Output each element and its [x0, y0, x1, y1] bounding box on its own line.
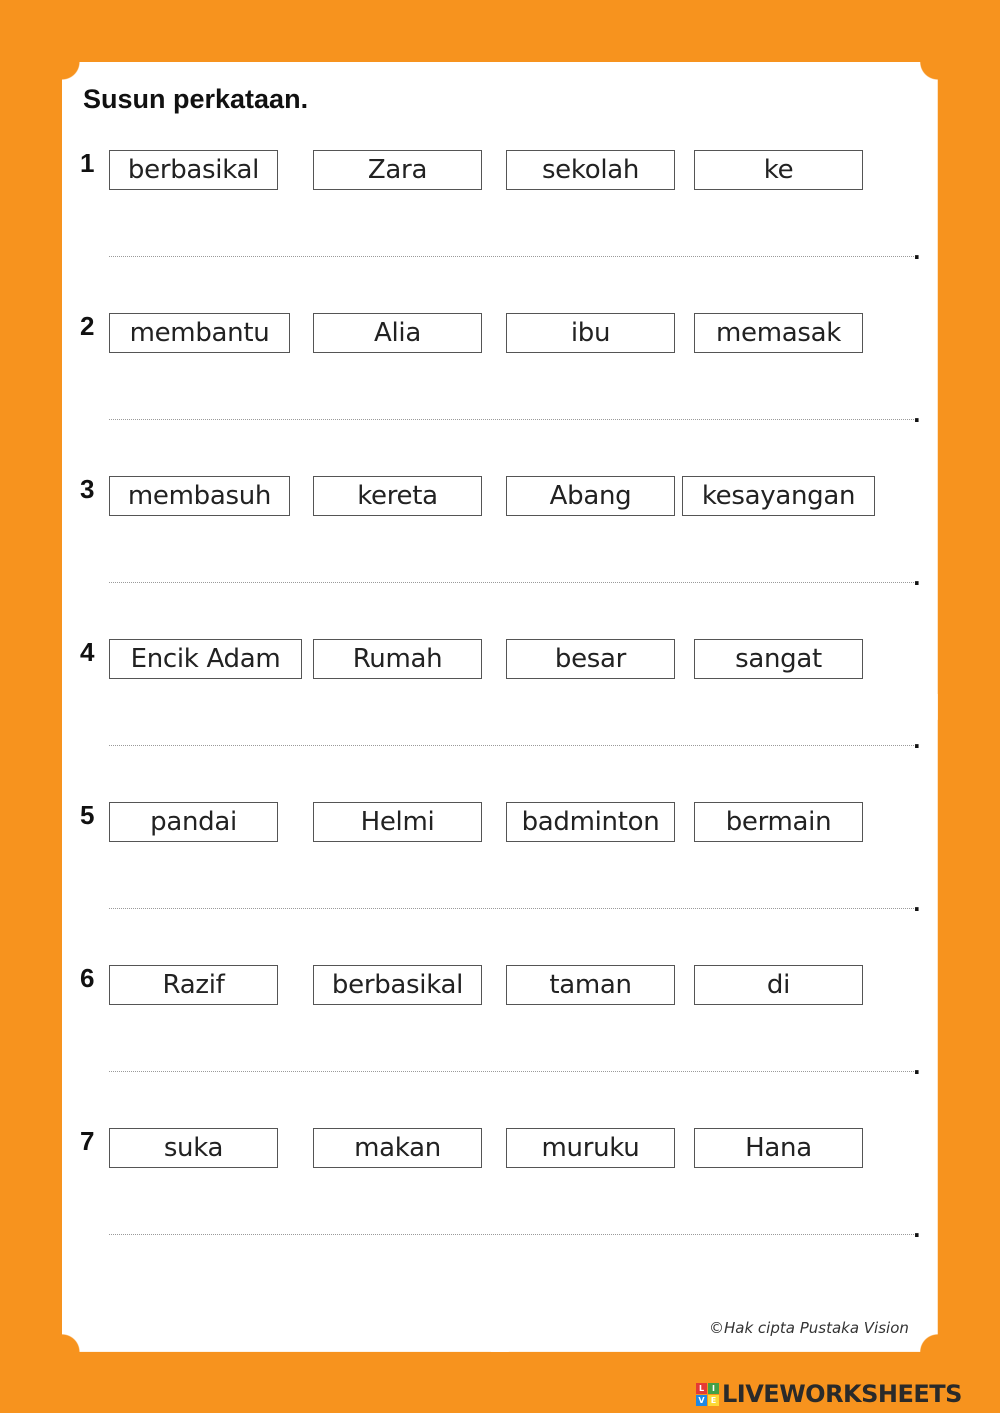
copyright-notice: ©Hak cipta Pustaka Vision — [709, 1319, 909, 1337]
word-tile[interactable]: sekolah — [506, 150, 675, 190]
question-number: 5 — [80, 800, 95, 830]
sentence-period: . — [913, 1055, 921, 1079]
word-tile[interactable]: Hana — [694, 1128, 863, 1168]
brand-name: LIVEWORKSHEETS — [722, 1380, 962, 1408]
sentence-period: . — [913, 892, 921, 916]
word-tile[interactable]: badminton — [506, 802, 675, 842]
question-number: 3 — [80, 474, 95, 504]
word-tile[interactable]: bermain — [694, 802, 863, 842]
word-tile[interactable]: berbasikal — [109, 150, 278, 190]
word-tile[interactable]: taman — [506, 965, 675, 1005]
question-number: 2 — [80, 311, 95, 341]
word-tile[interactable]: Rumah — [313, 639, 482, 679]
word-tile[interactable]: Helmi — [313, 802, 482, 842]
sentence-period: . — [913, 1218, 921, 1242]
question-5 — [0, 802, 1000, 922]
word-tile[interactable]: makan — [313, 1128, 482, 1168]
answer-line[interactable] — [109, 908, 914, 909]
word-tile[interactable]: ibu — [506, 313, 675, 353]
word-tile[interactable]: ke — [694, 150, 863, 190]
word-tile[interactable]: Zara — [313, 150, 482, 190]
word-tile[interactable]: kesayangan — [682, 476, 875, 516]
question-1 — [0, 150, 1000, 270]
question-6 — [0, 965, 1000, 1085]
question-number: 4 — [80, 637, 95, 667]
liveworksheets-logo[interactable] — [696, 1380, 962, 1408]
sentence-period: . — [913, 240, 921, 264]
word-tile[interactable]: pandai — [109, 802, 278, 842]
word-tile[interactable]: sangat — [694, 639, 863, 679]
word-tile[interactable]: besar — [506, 639, 675, 679]
question-7 — [0, 1128, 1000, 1248]
answer-line[interactable] — [109, 419, 914, 420]
question-3 — [0, 476, 1000, 596]
liveworksheets-icon — [696, 1383, 719, 1406]
word-tile[interactable]: berbasikal — [313, 965, 482, 1005]
answer-line[interactable] — [109, 745, 914, 746]
logo-letter: I — [708, 1383, 719, 1394]
logo-letter: V — [696, 1395, 707, 1406]
word-tile[interactable]: Abang — [506, 476, 675, 516]
sentence-period: . — [913, 403, 921, 427]
word-tile[interactable]: memasak — [694, 313, 863, 353]
question-2 — [0, 313, 1000, 433]
question-number: 1 — [80, 148, 95, 178]
sentence-period: . — [913, 729, 921, 753]
word-tile[interactable]: membantu — [109, 313, 290, 353]
word-tile[interactable]: Encik Adam — [109, 639, 302, 679]
answer-line[interactable] — [109, 256, 914, 257]
logo-letter: L — [696, 1383, 707, 1394]
word-tile[interactable]: suka — [109, 1128, 278, 1168]
question-4 — [0, 639, 1000, 759]
word-tile[interactable]: Razif — [109, 965, 278, 1005]
answer-line[interactable] — [109, 582, 914, 583]
word-tile[interactable]: kereta — [313, 476, 482, 516]
sentence-period: . — [913, 566, 921, 590]
answer-line[interactable] — [109, 1234, 914, 1235]
word-tile[interactable]: muruku — [506, 1128, 675, 1168]
word-tile[interactable]: di — [694, 965, 863, 1005]
worksheet-title: Susun perkataan. — [83, 84, 309, 114]
question-number: 6 — [80, 963, 95, 993]
word-tile[interactable]: Alia — [313, 313, 482, 353]
answer-line[interactable] — [109, 1071, 914, 1072]
logo-letter: E — [708, 1395, 719, 1406]
word-tile[interactable]: membasuh — [109, 476, 290, 516]
question-number: 7 — [80, 1126, 95, 1156]
